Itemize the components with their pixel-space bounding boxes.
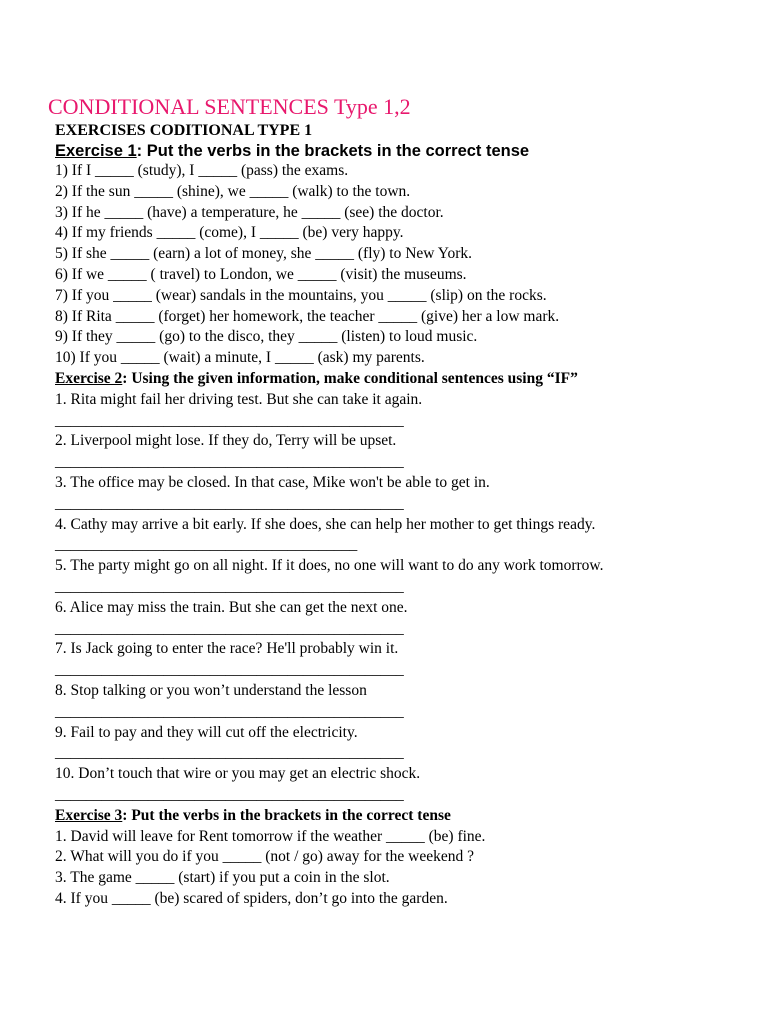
exercise-2-instruction: : Using the given information, make conditional sentences using “IF” [122, 369, 578, 387]
exercise-3-item: 2. What will you do if you _____ (not / go) away for the weekend ? [55, 848, 474, 866]
answer-line: _____________________________________________ [55, 494, 404, 512]
exercise-2-item: 7. Is Jack going to enter the race? He'll probably win it. [55, 640, 399, 658]
exercise-1-instruction: : Put the verbs in the brackets in the correct tense [136, 142, 530, 160]
answer-line: _____________________________________________ [55, 661, 404, 679]
answer-line: _____________________________________________ [55, 744, 404, 762]
page-title: CONDITIONAL SENTENCES Type 1,2 [48, 94, 411, 119]
exercise-1-item: 4) If my friends _____ (come), I _____ (be) very happy. [55, 224, 404, 242]
exercise-lines [55, 161, 603, 910]
answer-line: _____________________________________________ [55, 702, 404, 720]
exercise-2-item: 3. The office may be closed. In that case, Mike won't be able to get in. [55, 473, 490, 491]
exercise-1-item: 10) If you _____ (wait) a minute, I _____ (ask) my parents. [55, 349, 425, 367]
exercise-1-label: Exercise 1 [55, 142, 137, 160]
exercise-2-item: 9. Fail to pay and they will cut off the electricity. [55, 723, 358, 741]
page-subtitle: EXERCISES CODITIONAL TYPE 1 [55, 122, 313, 139]
exercise-1-item: 9) If they _____ (go) to the disco, they _____ (listen) to loud music. [55, 328, 478, 346]
answer-line: _______________________________________ [55, 536, 358, 554]
exercise-2-item: 4. Cathy may arrive a bit early. If she does, she can help her mother to get things ready. [55, 515, 596, 533]
exercise-1-item: 3) If he _____ (have) a temperature, he _____ (see) the doctor. [55, 203, 444, 221]
answer-line: _____________________________________________ [55, 619, 404, 637]
exercise-1-item: 8) If Rita _____ (forget) her homework, the teacher _____ (give) her a low mark. [55, 307, 560, 325]
exercise-3-heading [55, 806, 603, 827]
exercise-3-label: Exercise 3 [55, 806, 123, 824]
exercise-2-item: 10. Don’t touch that wire or you may get an electric shock. [55, 765, 421, 783]
exercise-1-item: 6) If we _____ ( travel) to London, we _____ (visit) the museums. [55, 265, 467, 283]
exercise-2-item: 6. Alice may miss the train. But she can get the next one. [55, 598, 408, 616]
exercise-2-item: 2. Liverpool might lose. If they do, Terry will be upset. [55, 432, 397, 450]
answer-line: _____________________________________________ [55, 577, 404, 595]
exercise-1-item: 5) If she _____ (earn) a lot of money, she _____ (fly) to New York. [55, 245, 472, 263]
exercise-1-item: 7) If you _____ (wear) sandals in the mountains, you _____ (slip) on the rocks. [55, 286, 547, 304]
exercise-2-item: 1. Rita might fail her driving test. But she can take it again. [55, 390, 423, 408]
answer-line: _____________________________________________ [55, 785, 404, 803]
exercise-3-instruction: : Put the verbs in the brackets in the correct tense [122, 806, 451, 824]
exercise-3-item: 4. If you _____ (be) scared of spiders, don’t go into the garden. [55, 889, 448, 907]
exercise-2-heading [55, 369, 603, 390]
exercise-1-item: 1) If I _____ (study), I _____ (pass) the exams. [55, 162, 349, 179]
exercise-1-item: 2) If the sun _____ (shine), we _____ (walk) to the town. [55, 182, 411, 200]
answer-line: _____________________________________________ [55, 453, 404, 471]
exercise-2-label: Exercise 2 [55, 369, 123, 387]
answer-line: _____________________________________________ [55, 411, 404, 429]
exercise-3-item: 3. The game _____ (start) if you put a coin in the slot. [55, 869, 390, 887]
exercise-3-item: 1. David will leave for Rent tomorrow if the weather _____ (be) fine. [55, 827, 486, 845]
exercise-2-item: 5. The party might go on all night. If it does, no one will want to do any work tomorrow. [55, 557, 604, 575]
exercise-1-heading [55, 140, 529, 162]
exercise-2-item: 8. Stop talking or you won’t understand the lesson [55, 681, 367, 699]
